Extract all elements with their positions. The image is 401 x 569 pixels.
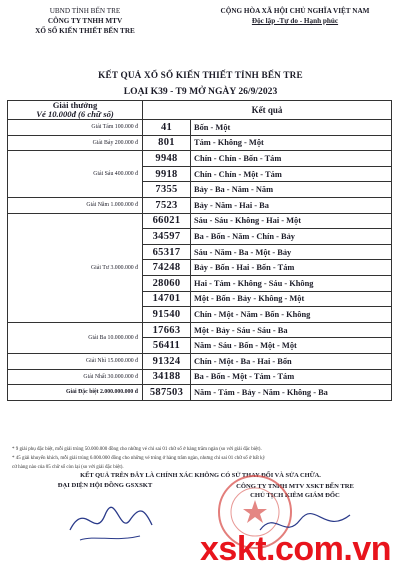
notes bbox=[12, 445, 392, 472]
number-in-words: Chín - Chín - Một - Tám bbox=[191, 166, 392, 182]
results-table bbox=[7, 100, 392, 401]
number-in-words: Chín - Một - Năm - Bốn - Không bbox=[191, 307, 392, 323]
number-in-words: Năm - Tám - Bảy - Năm - Không - Ba bbox=[191, 385, 392, 401]
national-motto-block bbox=[195, 6, 395, 26]
note-line: * 9 giải phụ đặc biệt, mỗi giải trúng 50.000.000 đồng cho những vé chỉ sai 01 chữ số ở hàng trăm ngàn (so với giải đặc biệt). bbox=[12, 447, 262, 452]
issuer-province: UBND TỈNH BẾN TRE bbox=[49, 7, 121, 15]
result-row bbox=[8, 322, 392, 338]
prize-label: Giải Ba 10.000.000 đ bbox=[8, 322, 143, 353]
note-line: * 45 giải khuyến khích, mỗi giải trúng 6.000.000 đồng cho những vé trúng ở hàng trăm ngàn, nhưng chỉ sai 01 chữ số ở bất kỳ bbox=[12, 456, 266, 461]
number-in-words: Sáu - Sáu - Không - Hai - Một bbox=[191, 213, 392, 229]
number-in-words: Bốn - Một bbox=[191, 120, 392, 136]
header-prize-sub: Vé 10.000đ (6 chữ số) bbox=[36, 109, 114, 119]
prize-label: Giải Nhất 30.000.000 đ bbox=[8, 369, 143, 385]
supervisory-signature-title: ĐẠI DIỆN HỘI ĐỒNG GSXSKT bbox=[57, 482, 153, 489]
signature-left-icon bbox=[60, 490, 160, 550]
document-header bbox=[0, 6, 401, 52]
number-in-words: Bảy - Bốn - Hai - Bốn - Tám bbox=[191, 260, 392, 276]
winning-number: 17663 bbox=[143, 322, 191, 338]
number-in-words: Chín - Chín - Bốn - Tám bbox=[191, 151, 392, 167]
result-row bbox=[8, 151, 392, 167]
number-in-words: Bảy - Ba - Năm - Năm bbox=[191, 182, 392, 198]
header-result: Kết quả bbox=[143, 101, 392, 120]
number-in-words: Ba - Bốn - Một - Tám - Tám bbox=[191, 369, 392, 385]
draw-info: LOẠI K39 - T9 MỞ NGÀY 26/9/2023 bbox=[123, 86, 278, 97]
note-line: cứ hàng nào của 05 chữ số còn lại (so với giải đặc biệt). bbox=[12, 465, 124, 470]
prize-label: Giải Bảy 200.000 đ bbox=[8, 135, 143, 151]
winning-number: 91540 bbox=[143, 307, 191, 323]
prize-label: Giải Tám 100.000 đ bbox=[8, 120, 143, 136]
issuer-block bbox=[10, 6, 160, 36]
winning-number: 14701 bbox=[143, 291, 191, 307]
issuer-name: XỔ SỐ KIẾN THIẾT BẾN TRE bbox=[35, 27, 135, 35]
watermark: xskt.com.vn bbox=[200, 530, 392, 568]
winning-number: 7355 bbox=[143, 182, 191, 198]
winning-number: 28060 bbox=[143, 275, 191, 291]
result-row bbox=[8, 353, 392, 369]
document-title: KẾT QUẢ XỔ SỐ KIẾN THIẾT TỈNH BẾN TRE bbox=[98, 70, 303, 80]
results-body bbox=[8, 120, 392, 401]
number-in-words: Tám - Không - Một bbox=[191, 135, 392, 151]
table-header bbox=[8, 101, 392, 120]
number-in-words: Một - Bảy - Sáu - Sáu - Ba bbox=[191, 322, 392, 338]
prize-label: Giải Năm 1.000.000 đ bbox=[8, 197, 143, 213]
result-row bbox=[8, 385, 392, 401]
winning-number: 801 bbox=[143, 135, 191, 151]
winning-number: 587503 bbox=[143, 385, 191, 401]
number-in-words: Năm - Sáu - Bốn - Một - Một bbox=[191, 338, 392, 354]
winning-number: 66021 bbox=[143, 213, 191, 229]
result-row bbox=[8, 369, 392, 385]
prize-label: Giải Nhì 15.000.000 đ bbox=[8, 353, 143, 369]
winning-number: 56411 bbox=[143, 338, 191, 354]
company-signature-title: CÔNG TY TNHH MTV XSKT BẾN TRE bbox=[236, 483, 354, 490]
prize-label: Giải Đặc biệt 2.000.000.000 đ bbox=[8, 385, 143, 401]
number-in-words: Bảy - Năm - Hai - Ba bbox=[191, 197, 392, 213]
prize-label: Giải Sáu 400.000 đ bbox=[8, 151, 143, 198]
prize-label: Giải Tư 3.000.000 đ bbox=[8, 213, 143, 322]
number-in-words: Hai - Tám - Không - Sáu - Không bbox=[191, 275, 392, 291]
issuer-company: CÔNG TY TNHH MTV bbox=[47, 17, 123, 25]
result-row bbox=[8, 120, 392, 136]
number-in-words: Một - Bốn - Bảy - Không - Một bbox=[191, 291, 392, 307]
winning-number: 34188 bbox=[143, 369, 191, 385]
certification-note: KẾT QUẢ TRÊN ĐÂY LÀ CHÍNH XÁC KHÔNG CÓ SỬ THAY ĐỔI VÀ SỬA CHỮA. bbox=[80, 472, 321, 479]
winning-number: 9948 bbox=[143, 151, 191, 167]
winning-number: 74248 bbox=[143, 260, 191, 276]
header-prize-cell bbox=[8, 101, 143, 120]
winning-number: 9918 bbox=[143, 166, 191, 182]
winning-number: 7523 bbox=[143, 197, 191, 213]
number-in-words: Ba - Bốn - Năm - Chín - Bảy bbox=[191, 229, 392, 245]
winning-number: 65317 bbox=[143, 244, 191, 260]
number-in-words: Chín - Một - Ba - Hai - Bốn bbox=[191, 353, 392, 369]
winning-number: 91324 bbox=[143, 353, 191, 369]
director-title: CHỦ TỊCH KIÊM GIÁM ĐỐC bbox=[250, 492, 340, 499]
winning-number: 41 bbox=[143, 120, 191, 136]
result-row bbox=[8, 197, 392, 213]
header-prize-label: Giải thưởng bbox=[52, 100, 98, 110]
motto: Độc lập -Tự do - Hạnh phúc bbox=[251, 17, 339, 25]
country-name: CỘNG HÒA XÃ HỘI CHỦ NGHĨA VIỆT NAM bbox=[220, 7, 370, 15]
winning-number: 34597 bbox=[143, 229, 191, 245]
number-in-words: Sáu - Năm - Ba - Một - Bảy bbox=[191, 244, 392, 260]
result-row bbox=[8, 213, 392, 229]
result-row bbox=[8, 135, 392, 151]
